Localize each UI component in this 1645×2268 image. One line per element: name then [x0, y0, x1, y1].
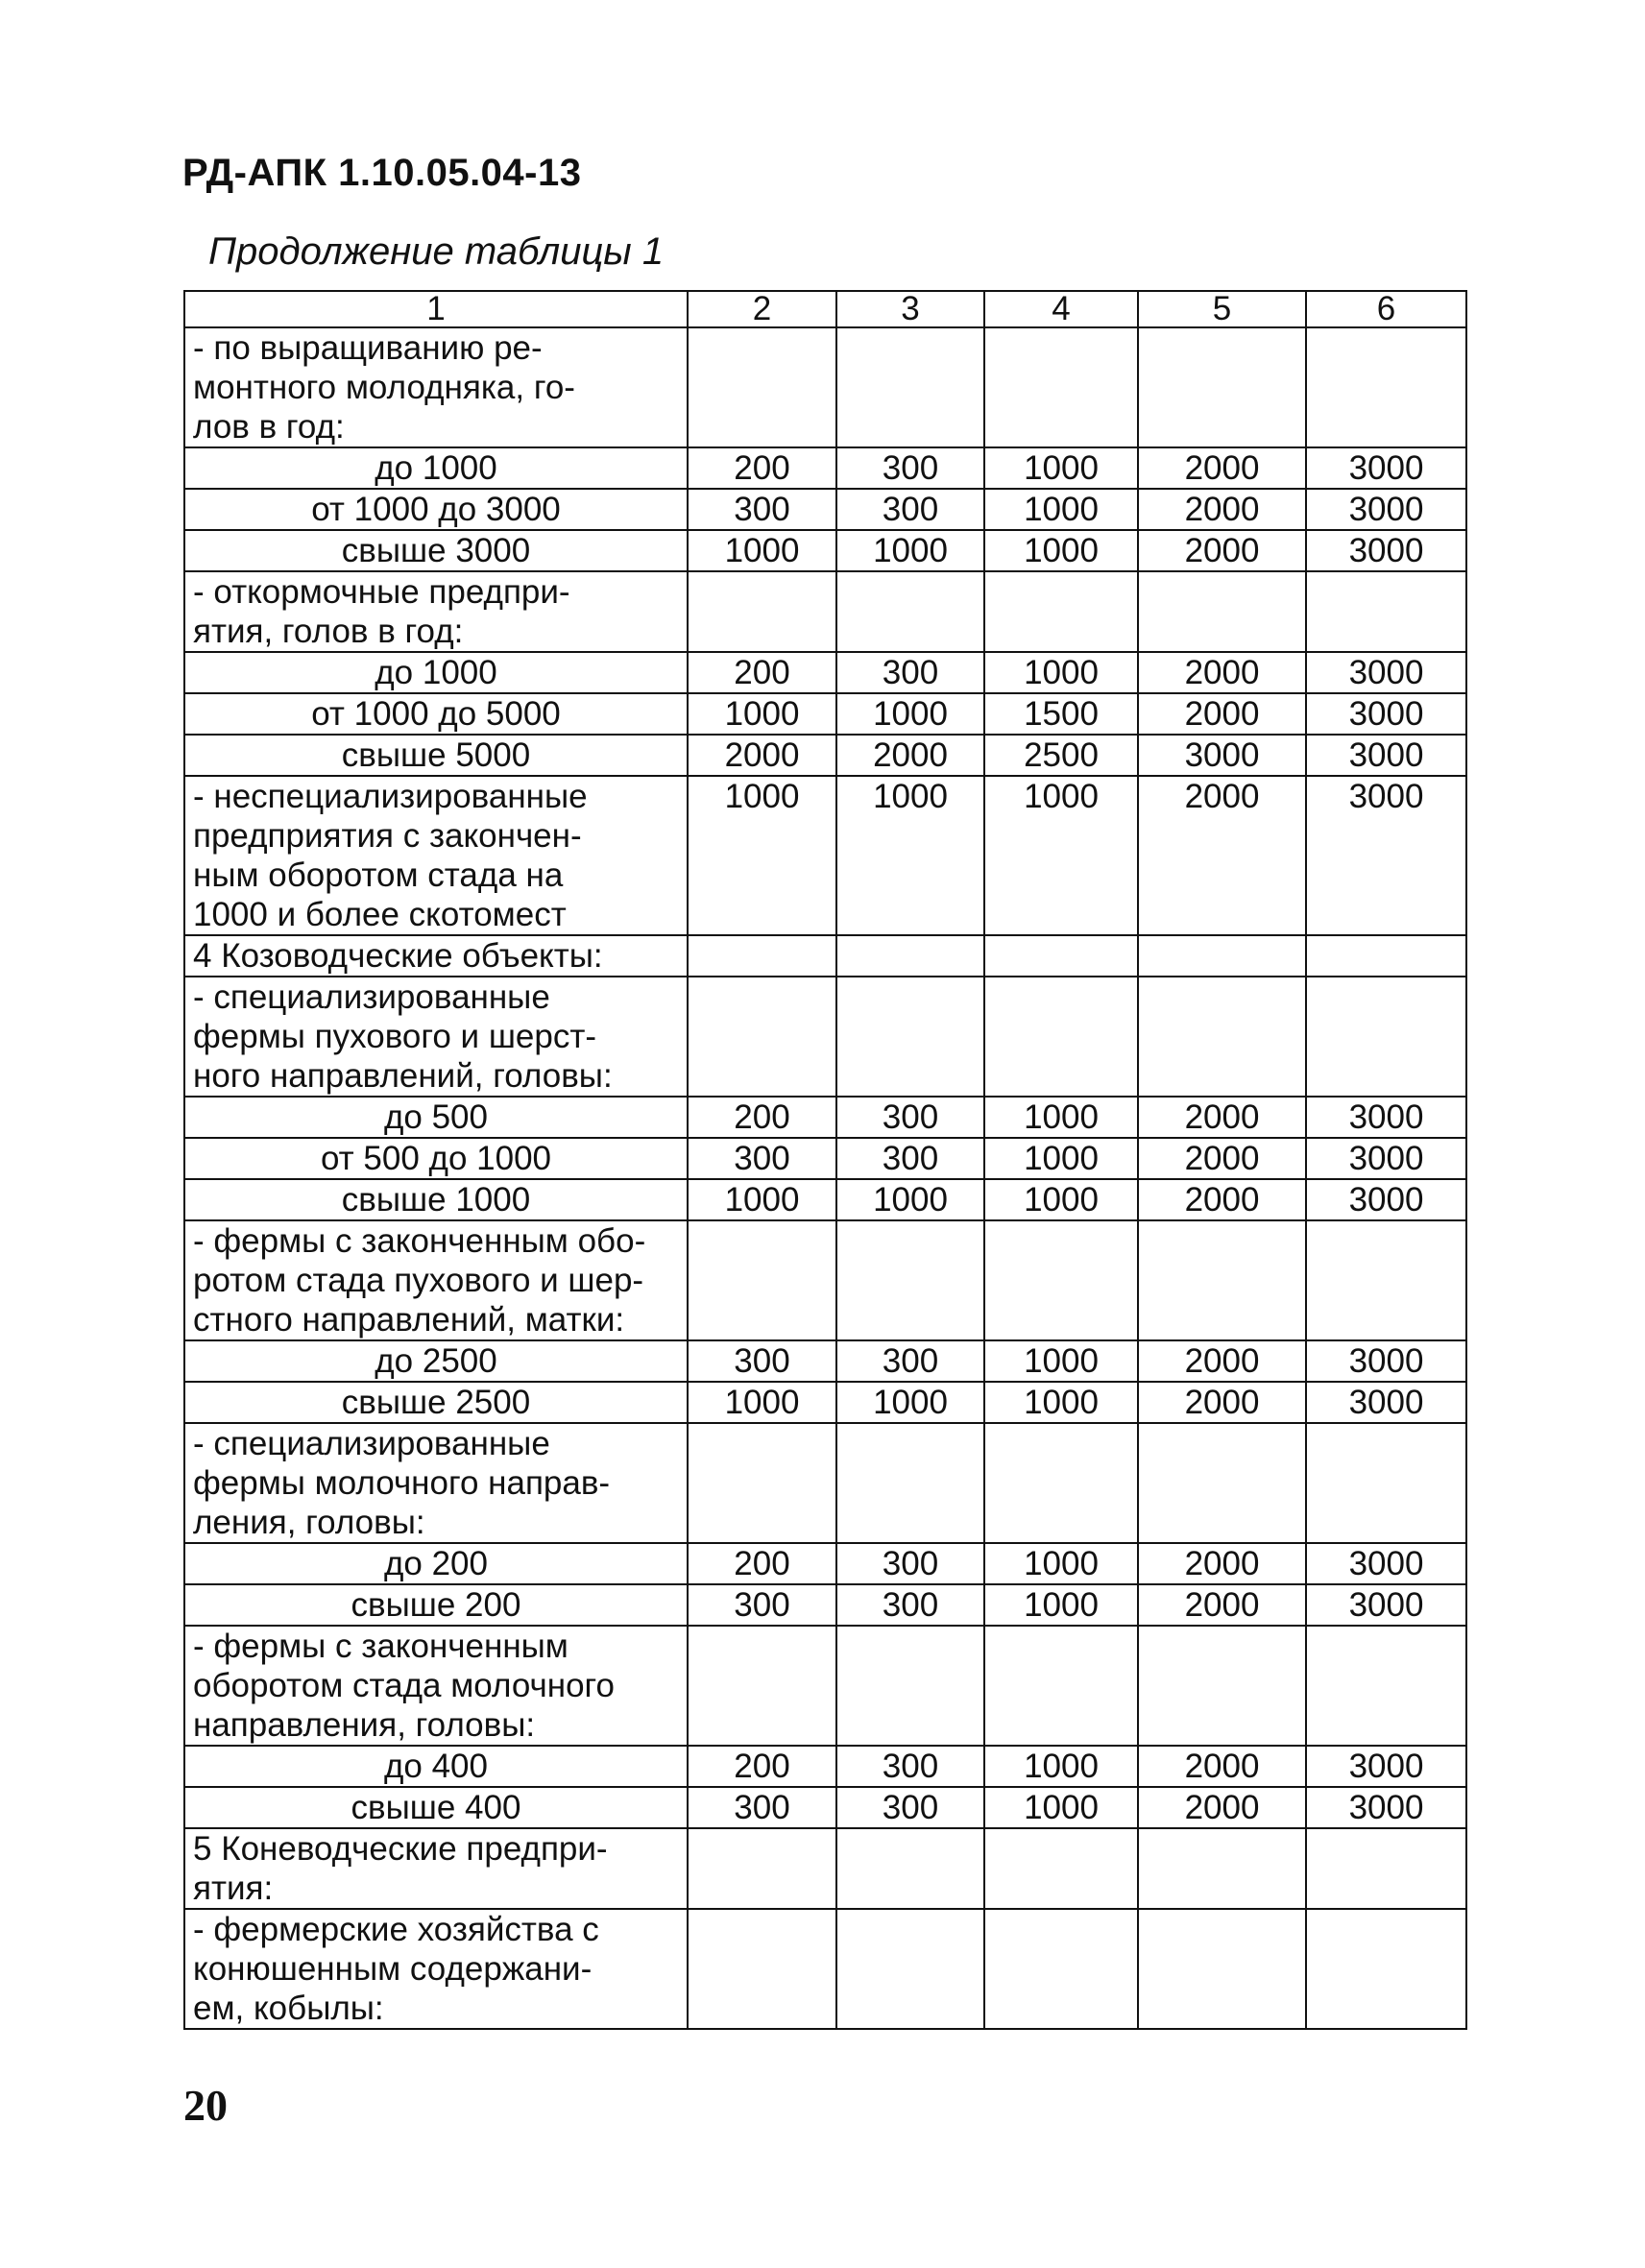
table-row [184, 1220, 1466, 1340]
value-cell [688, 935, 836, 977]
value-cell: 1000 [984, 1179, 1138, 1220]
row-label-line: - по выращиванию ре- [193, 329, 543, 367]
row-label [184, 977, 688, 1097]
value-cell: 3000 [1306, 447, 1466, 489]
row-label: свыше 200 [184, 1584, 688, 1626]
value-cell: 3000 [1306, 1382, 1466, 1423]
value-cell: 3000 [1306, 530, 1466, 571]
value-cell [1306, 327, 1466, 447]
row-label: до 2500 [184, 1340, 688, 1382]
table-row [184, 1543, 1466, 1584]
value-cell: 1000 [984, 776, 1138, 935]
table-row [184, 1340, 1466, 1382]
value-cell [984, 1423, 1138, 1543]
column-header: 1 [184, 291, 688, 327]
value-cell [836, 1626, 984, 1746]
value-cell: 2000 [1138, 1382, 1306, 1423]
value-cell: 300 [836, 489, 984, 530]
value-cell [688, 1220, 836, 1340]
value-cell [1306, 1828, 1466, 1909]
value-cell: 1000 [688, 1179, 836, 1220]
row-label-line: 4 Козоводческие объекты: [193, 937, 603, 975]
value-cell: 1000 [688, 776, 836, 935]
value-cell: 1000 [984, 652, 1138, 693]
table-row [184, 489, 1466, 530]
value-cell: 1000 [836, 530, 984, 571]
value-cell: 300 [688, 1340, 836, 1382]
value-cell [1138, 1220, 1306, 1340]
table-row [184, 935, 1466, 977]
table-row [184, 1584, 1466, 1626]
row-label-line: - специализированные [193, 1425, 550, 1462]
table-row [184, 1382, 1466, 1423]
value-cell [1138, 571, 1306, 652]
value-cell: 3000 [1306, 652, 1466, 693]
value-cell: 1000 [688, 1382, 836, 1423]
row-label: свыше 2500 [184, 1382, 688, 1423]
row-label: от 1000 до 5000 [184, 693, 688, 735]
column-header: 4 [984, 291, 1138, 327]
value-cell: 1000 [984, 1382, 1138, 1423]
row-label-line: лов в год: [193, 408, 345, 446]
row-label [184, 1423, 688, 1543]
value-cell: 300 [836, 1097, 984, 1138]
value-cell: 300 [836, 652, 984, 693]
value-cell: 300 [836, 1138, 984, 1179]
value-cell: 1000 [984, 1138, 1138, 1179]
value-cell: 2000 [688, 735, 836, 776]
row-label: до 500 [184, 1097, 688, 1138]
value-cell [984, 571, 1138, 652]
table-row [184, 1746, 1466, 1787]
value-cell [1306, 1909, 1466, 2029]
table-row [184, 977, 1466, 1097]
value-cell: 2000 [1138, 693, 1306, 735]
row-label [184, 327, 688, 447]
value-cell: 200 [688, 1097, 836, 1138]
value-cell: 2000 [1138, 447, 1306, 489]
row-label-line: - специализированные [193, 978, 550, 1016]
value-cell [984, 935, 1138, 977]
value-cell: 300 [836, 1787, 984, 1828]
value-cell: 3000 [1306, 1543, 1466, 1584]
value-cell [1138, 327, 1306, 447]
row-label: свыше 3000 [184, 530, 688, 571]
row-label-line: оборотом стада молочного [193, 1667, 616, 1704]
value-cell: 2000 [1138, 530, 1306, 571]
table-row [184, 1626, 1466, 1746]
row-label-line: фермы пухового и шерст- [193, 1018, 597, 1055]
value-cell: 1000 [688, 693, 836, 735]
row-label-line: ем, кобылы: [193, 1990, 384, 2027]
value-cell [1138, 1626, 1306, 1746]
value-cell: 300 [836, 1746, 984, 1787]
value-cell [688, 1626, 836, 1746]
value-cell: 1000 [984, 1746, 1138, 1787]
value-cell: 300 [836, 1340, 984, 1382]
row-label [184, 1909, 688, 2029]
value-cell: 1000 [984, 1787, 1138, 1828]
value-cell [1306, 1220, 1466, 1340]
value-cell: 1500 [984, 693, 1138, 735]
row-label-line: монтного молодняка, го- [193, 369, 575, 406]
row-label-line: - откормочные предпри- [193, 573, 570, 611]
value-cell: 2000 [1138, 1138, 1306, 1179]
value-cell [836, 327, 984, 447]
value-cell [984, 1626, 1138, 1746]
value-cell: 3000 [1306, 735, 1466, 776]
row-label: свыше 1000 [184, 1179, 688, 1220]
value-cell: 3000 [1306, 1787, 1466, 1828]
value-cell [1306, 935, 1466, 977]
value-cell: 2000 [1138, 652, 1306, 693]
row-label: свыше 5000 [184, 735, 688, 776]
row-label: до 400 [184, 1746, 688, 1787]
value-cell [984, 327, 1138, 447]
row-label-line: 5 Коневодческие предпри- [193, 1830, 608, 1868]
value-cell [1306, 1626, 1466, 1746]
table-row [184, 571, 1466, 652]
value-cell: 200 [688, 1543, 836, 1584]
row-label-line: ным оборотом стада на [193, 857, 564, 894]
value-cell: 1000 [836, 693, 984, 735]
row-label-line: 1000 и более скотомест [193, 896, 567, 933]
value-cell [688, 1423, 836, 1543]
value-cell: 2000 [1138, 1543, 1306, 1584]
table-row [184, 1138, 1466, 1179]
value-cell: 3000 [1306, 776, 1466, 935]
value-cell [836, 1909, 984, 2029]
table-row [184, 776, 1466, 935]
value-cell: 1000 [836, 1179, 984, 1220]
row-label-line: ротом стада пухового и шер- [193, 1262, 644, 1299]
value-cell: 200 [688, 447, 836, 489]
value-cell: 2000 [1138, 1179, 1306, 1220]
value-cell: 1000 [984, 1340, 1138, 1382]
value-cell [1138, 1909, 1306, 2029]
column-header: 3 [836, 291, 984, 327]
value-cell [1138, 1828, 1306, 1909]
table-row [184, 1423, 1466, 1543]
row-label-line: ятия: [193, 1870, 274, 1907]
value-cell: 1000 [984, 489, 1138, 530]
value-cell: 3000 [1306, 693, 1466, 735]
value-cell: 300 [836, 1584, 984, 1626]
value-cell: 3000 [1306, 1340, 1466, 1382]
table-row [184, 1097, 1466, 1138]
table-row [184, 1787, 1466, 1828]
value-cell: 300 [836, 1543, 984, 1584]
value-cell [1306, 977, 1466, 1097]
value-cell: 200 [688, 652, 836, 693]
value-cell: 1000 [984, 1097, 1138, 1138]
value-cell [688, 1909, 836, 2029]
value-cell [1138, 977, 1306, 1097]
value-cell: 3000 [1306, 1138, 1466, 1179]
value-cell [688, 327, 836, 447]
value-cell: 3000 [1306, 489, 1466, 530]
page-number: 20 [183, 2081, 228, 2130]
value-cell [688, 1828, 836, 1909]
row-label-line: конюшенным содержани- [193, 1950, 593, 1988]
value-cell [836, 1423, 984, 1543]
value-cell [836, 571, 984, 652]
value-cell [688, 977, 836, 1097]
value-cell: 1000 [984, 1543, 1138, 1584]
row-label: от 500 до 1000 [184, 1138, 688, 1179]
value-cell [836, 1220, 984, 1340]
row-label [184, 1828, 688, 1909]
table-row [184, 327, 1466, 447]
row-label-line: - фермы с законченным [193, 1628, 568, 1665]
table-row [184, 1909, 1466, 2029]
value-cell: 1000 [836, 776, 984, 935]
row-label: от 1000 до 3000 [184, 489, 688, 530]
table-caption: Продолжение таблицы 1 [208, 230, 665, 273]
value-cell [984, 977, 1138, 1097]
value-cell: 3000 [1138, 735, 1306, 776]
value-cell [1306, 571, 1466, 652]
value-cell [984, 1909, 1138, 2029]
value-cell: 1000 [984, 1584, 1138, 1626]
row-label-line: фермы молочного направ- [193, 1464, 611, 1502]
row-label-line: предприятия с закончен- [193, 817, 582, 855]
value-cell [984, 1828, 1138, 1909]
table-row [184, 693, 1466, 735]
row-label: свыше 400 [184, 1787, 688, 1828]
value-cell: 2500 [984, 735, 1138, 776]
table-row [184, 652, 1466, 693]
value-cell [836, 977, 984, 1097]
column-header: 6 [1306, 291, 1466, 327]
table-body [184, 291, 1466, 2029]
value-cell: 2000 [1138, 1746, 1306, 1787]
value-cell: 2000 [1138, 489, 1306, 530]
value-cell: 2000 [1138, 1584, 1306, 1626]
row-label-line: - фермы с законченным обо- [193, 1222, 646, 1260]
value-cell: 1000 [688, 530, 836, 571]
row-label: до 1000 [184, 652, 688, 693]
column-header: 5 [1138, 291, 1306, 327]
data-table [183, 290, 1467, 2030]
value-cell [1138, 1423, 1306, 1543]
document-id: РД-АПК 1.10.05.04-13 [182, 152, 582, 194]
table-row [184, 735, 1466, 776]
value-cell: 3000 [1306, 1097, 1466, 1138]
row-label [184, 935, 688, 977]
value-cell [1306, 1423, 1466, 1543]
row-label-line: - фермерские хозяйства с [193, 1911, 599, 1948]
row-label-line: стного направлений, матки: [193, 1301, 625, 1339]
value-cell: 2000 [1138, 1097, 1306, 1138]
value-cell: 1000 [984, 530, 1138, 571]
row-label [184, 1220, 688, 1340]
row-label [184, 571, 688, 652]
value-cell: 300 [836, 447, 984, 489]
value-cell: 1000 [984, 447, 1138, 489]
value-cell [836, 935, 984, 977]
table-header-row [184, 291, 1466, 327]
value-cell: 300 [688, 489, 836, 530]
table-row [184, 530, 1466, 571]
value-cell: 2000 [1138, 776, 1306, 935]
table-row [184, 1179, 1466, 1220]
value-cell [836, 1828, 984, 1909]
value-cell: 2000 [836, 735, 984, 776]
row-label-line: направления, головы: [193, 1706, 536, 1744]
value-cell [1138, 935, 1306, 977]
table-row [184, 447, 1466, 489]
row-label-line: - неспециализированные [193, 778, 588, 815]
value-cell: 2000 [1138, 1340, 1306, 1382]
row-label: до 200 [184, 1543, 688, 1584]
value-cell [688, 571, 836, 652]
row-label [184, 776, 688, 935]
value-cell: 3000 [1306, 1179, 1466, 1220]
row-label-line: ления, головы: [193, 1504, 425, 1541]
value-cell: 2000 [1138, 1787, 1306, 1828]
value-cell: 3000 [1306, 1746, 1466, 1787]
table-row [184, 1828, 1466, 1909]
value-cell [984, 1220, 1138, 1340]
value-cell: 3000 [1306, 1584, 1466, 1626]
row-label-line: ного направлений, головы: [193, 1057, 613, 1095]
value-cell: 200 [688, 1746, 836, 1787]
value-cell: 300 [688, 1138, 836, 1179]
value-cell: 300 [688, 1584, 836, 1626]
column-header: 2 [688, 291, 836, 327]
value-cell: 300 [688, 1787, 836, 1828]
value-cell: 1000 [836, 1382, 984, 1423]
row-label [184, 1626, 688, 1746]
row-label-line: ятия, голов в год: [193, 613, 464, 650]
row-label: до 1000 [184, 447, 688, 489]
